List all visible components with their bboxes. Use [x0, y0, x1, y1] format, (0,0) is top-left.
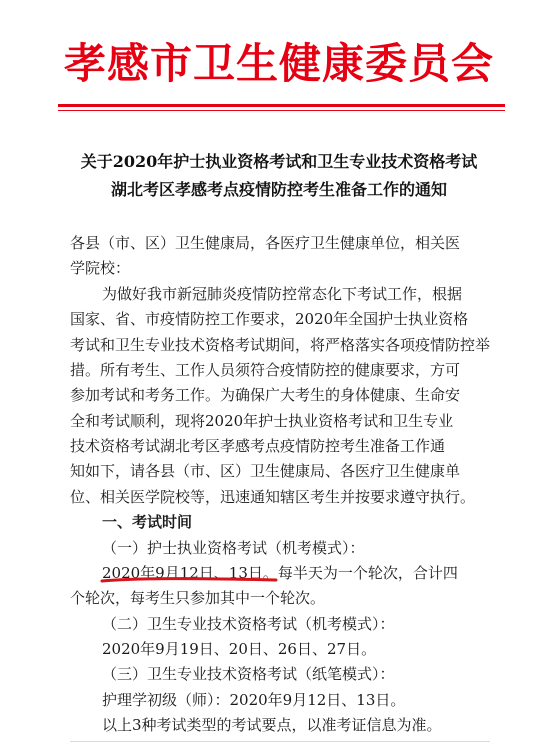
subsection-heading: （三）卫生专业技术资格考试（纸笔模式）： [102, 665, 395, 683]
body-line: 考试和卫生专业技术资格考试期间，将严格落实各项疫情防控举 [70, 336, 491, 354]
subsection-heading: （二）卫生专业技术资格考试（机考模式）： [102, 615, 395, 633]
body-line: 全和考试顺利，现将2020年护士执业资格考试和卫生专业 [70, 412, 454, 430]
notice-title-line-2: 湖北考区孝感考点疫情防控考生准备工作的通知 [110, 180, 447, 199]
salutation-line: 各县（市、区）卫生健康局，各医疗卫生健康单位，相关医 [70, 234, 461, 252]
body-line: 参加考试和考务工作。为确保广大考生的身体健康、生命安 [70, 386, 461, 404]
body-line: 以上3种考试类型的考试要点，以准考证信息为准。 [102, 716, 442, 734]
letterhead-rule-thin [58, 110, 505, 111]
body-line: 技术资格考试湖北考区孝感考点疫情防控考生准备工作通 [70, 437, 446, 455]
subsection-heading: （一）护士执业资格考试（机考模式）： [102, 539, 365, 557]
page-divider [70, 741, 490, 742]
section-heading: 一、考试时间 [102, 513, 193, 531]
body-line: 为做好我市新冠肺炎疫情防控常态化下考试工作，根据 [102, 285, 463, 303]
body-line: 知如下，请各县（市、区）卫生健康局、各医疗卫生健康单 [70, 462, 461, 480]
letterhead-org-name: 孝感市卫生健康委员会 [63, 39, 494, 88]
body-line: 个轮次，每考生只参加其中一个轮次。 [70, 589, 326, 607]
body-line: 位、相关医学院校等，迅速通知辖区考生并按要求遵守执行。 [70, 488, 476, 506]
exam-date-line: 2020年9月12日、13日。每半天为一个轮次，合计四 [102, 564, 458, 582]
salutation-line: 学院校： [70, 259, 131, 277]
body-line: 国家、省、市疫情防控工作要求，2020年全国护士执业资格 [70, 310, 469, 328]
exam-date-line: 护理学初级（师）：2020年9月12日、13日。 [102, 691, 406, 709]
notice-title-line-1: 关于2020年护士执业资格考试和卫生专业技术资格考试 [80, 152, 478, 171]
letterhead [0, 0, 558, 120]
letterhead-rule-thick [58, 104, 505, 107]
body-line: 措。所有考生、工作人员须符合疫情防控的健康要求，方可 [70, 361, 461, 379]
exam-date-line: 2020年9月19日、20日、26日、27日。 [102, 640, 377, 658]
red-underline-annotation [100, 575, 278, 585]
